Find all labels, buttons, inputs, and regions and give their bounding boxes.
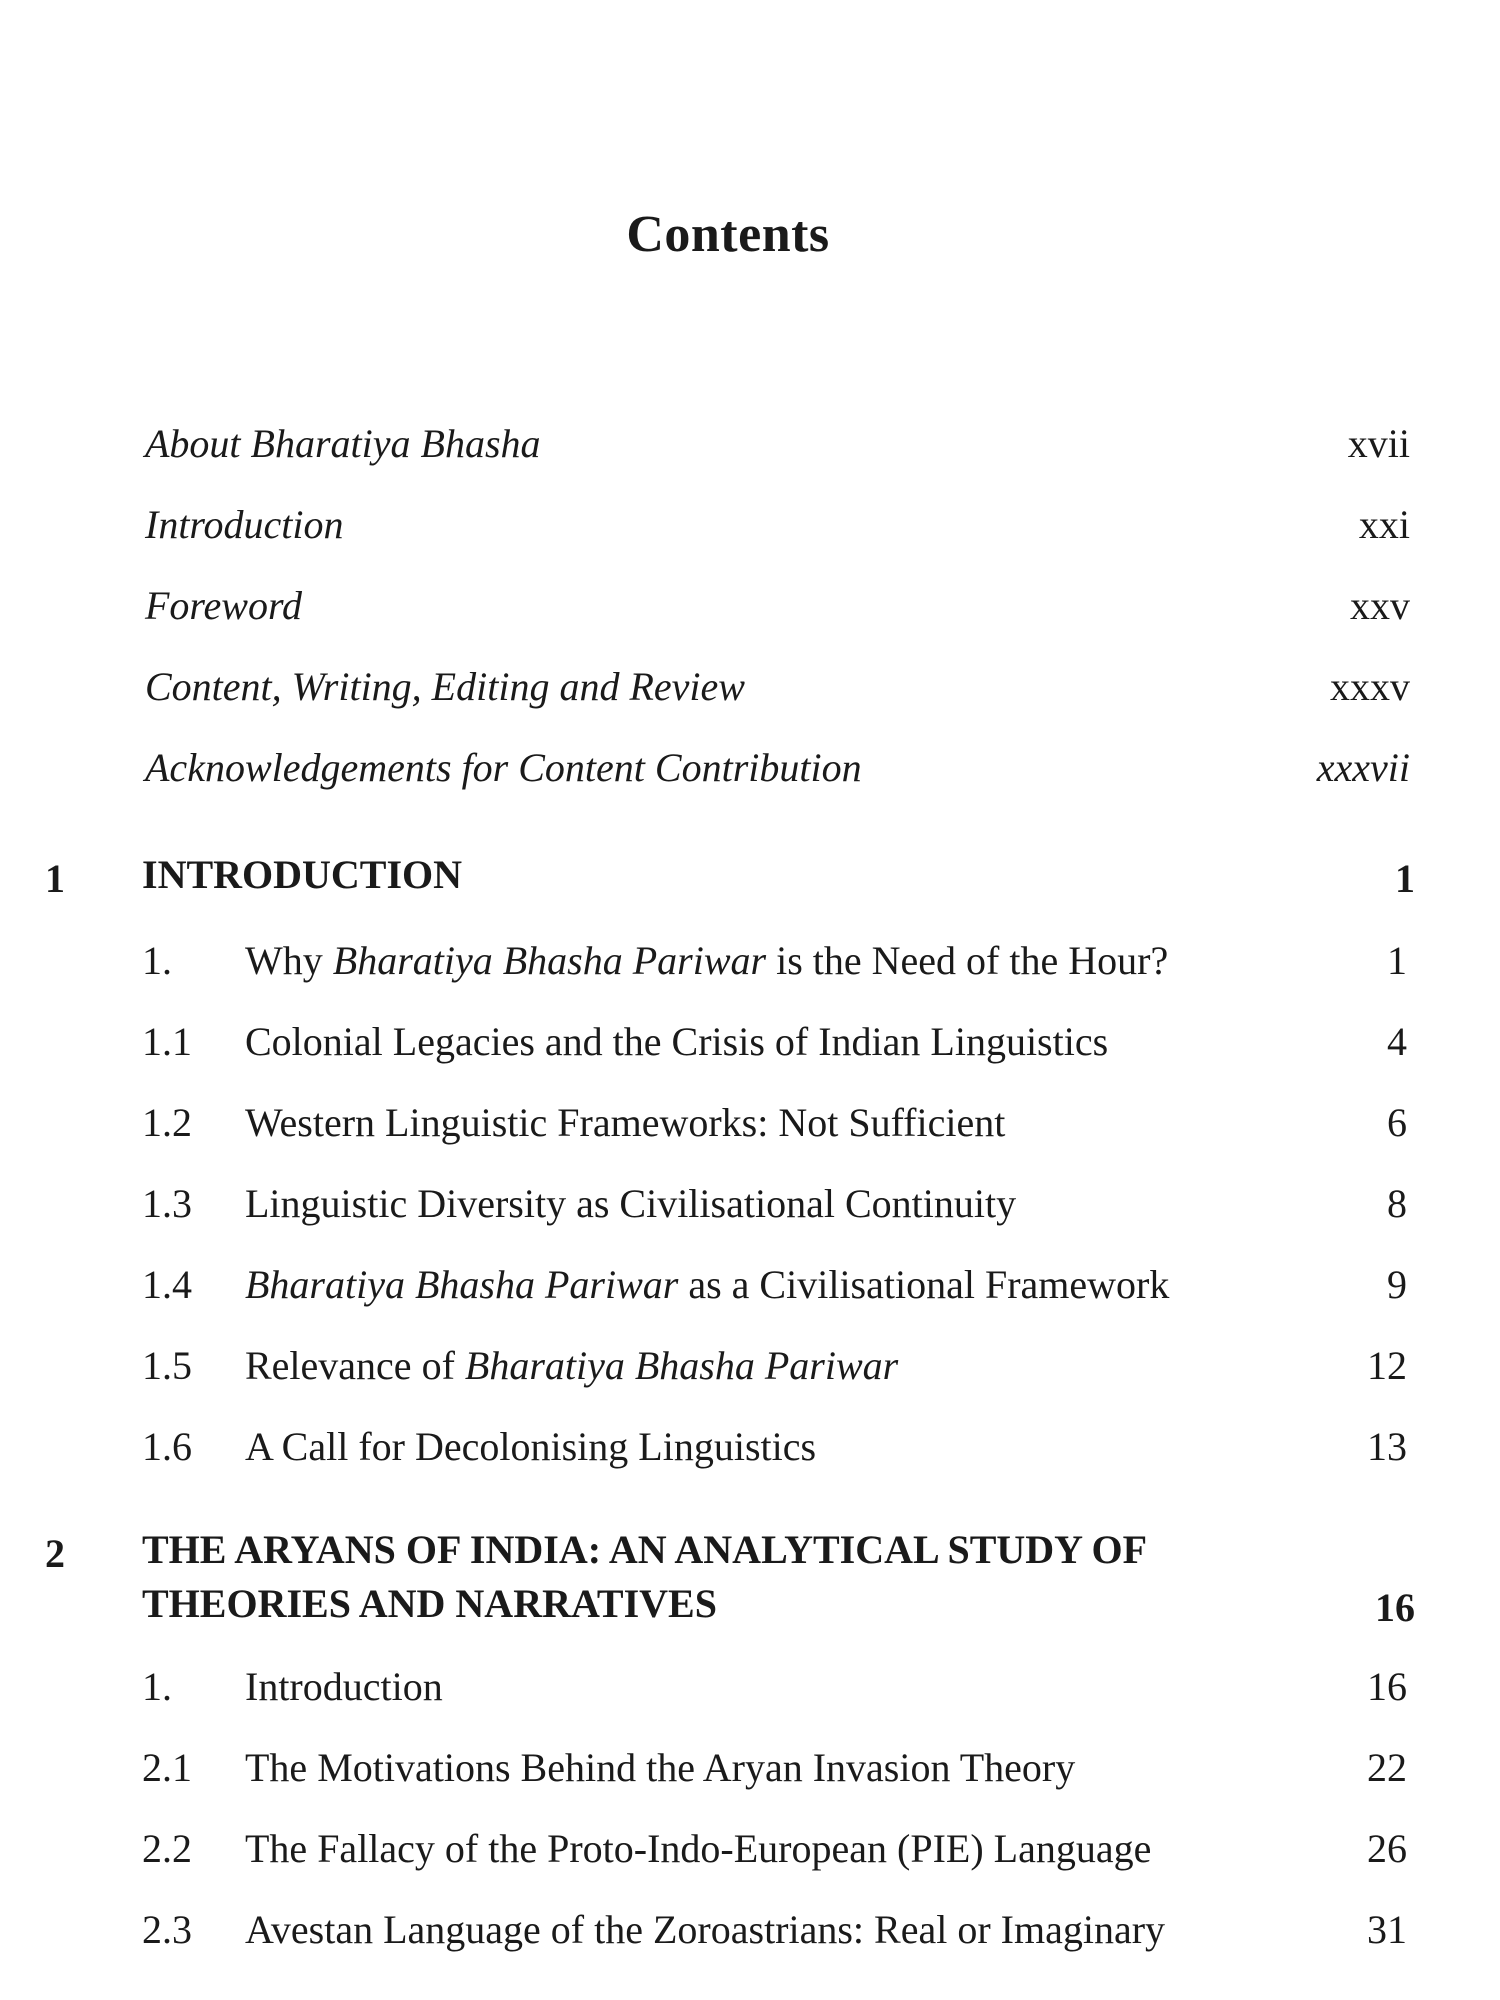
section-title <box>245 937 1168 984</box>
toc-front-entry[interactable] <box>145 744 1410 804</box>
section-title <box>245 1342 898 1389</box>
section-title <box>245 1261 1169 1308</box>
toc-section[interactable] <box>142 1663 1407 1723</box>
section-title-text: as a Civilisational Framework <box>678 1262 1170 1307</box>
section-page: 6 <box>1387 1100 1407 1145</box>
entry-title: Acknowledgements for Content Contribution <box>145 745 862 790</box>
toc-section[interactable] <box>142 1018 1407 1078</box>
entry-page: xxi <box>1358 502 1410 547</box>
section-page: 22 <box>1367 1745 1407 1790</box>
section-number: 1.2 <box>142 1100 192 1145</box>
section-title <box>245 1906 1165 1953</box>
section-number: 1.3 <box>142 1181 192 1226</box>
toc-section[interactable] <box>142 1906 1407 1966</box>
section-title <box>245 1180 1016 1227</box>
section-page: 12 <box>1367 1343 1407 1388</box>
chapter-title-line: THE ARYANS OF INDIA: AN ANALYTICAL STUDY OF <box>142 1527 1148 1572</box>
toc-section[interactable] <box>142 1744 1407 1804</box>
entry-title: Introduction <box>145 502 344 547</box>
section-title-text: Colonial Legacies and the Crisis of Indian Linguistics <box>245 1019 1109 1064</box>
section-title-text: Why <box>245 938 333 983</box>
section-title-text: Western Linguistic Frameworks: Not Sufficient <box>245 1100 1006 1145</box>
toc-section[interactable] <box>142 1825 1407 1885</box>
section-title <box>245 1744 1075 1791</box>
toc-chapter[interactable] <box>45 1527 1415 1650</box>
section-number: 1.6 <box>142 1424 192 1469</box>
section-number: 2.3 <box>142 1907 192 1952</box>
section-title <box>245 1423 816 1470</box>
section-title <box>245 1099 1005 1146</box>
section-number: 1. <box>142 1664 172 1709</box>
entry-title: About Bharatiya Bhasha <box>145 421 541 466</box>
chapter-title <box>142 1523 1147 1631</box>
entry-page: xxxvii <box>1316 745 1410 790</box>
section-number: 1.5 <box>142 1343 192 1388</box>
section-title-text: is the Need of the Hour? <box>766 938 1169 983</box>
section-number: 1. <box>142 938 172 983</box>
section-title <box>245 1825 1151 1872</box>
toc-front-entry[interactable] <box>145 663 1410 723</box>
chapter-number: 1 <box>45 856 65 901</box>
toc-front-entry[interactable] <box>145 582 1410 642</box>
section-title <box>245 1663 443 1710</box>
toc-chapter[interactable] <box>45 852 1415 915</box>
section-page: 31 <box>1367 1907 1407 1952</box>
chapter-title-line: THEORIES AND NARRATIVES <box>142 1581 717 1626</box>
chapter-title <box>142 848 462 902</box>
section-page: 13 <box>1367 1424 1407 1469</box>
toc-section[interactable] <box>142 937 1407 997</box>
section-title-text: Relevance of <box>245 1343 465 1388</box>
section-title-text: Introduction <box>245 1664 443 1709</box>
chapter-title-line: INTRODUCTION <box>142 852 463 897</box>
section-page: 8 <box>1387 1181 1407 1226</box>
section-page: 16 <box>1367 1664 1407 1709</box>
section-number: 1.4 <box>142 1262 192 1307</box>
toc-section[interactable] <box>142 1261 1407 1321</box>
toc-section[interactable] <box>142 1099 1407 1159</box>
entry-title: Content, Writing, Editing and Review <box>145 664 745 709</box>
section-title-text: Linguistic Diversity as Civilisational Continuity <box>245 1181 1017 1226</box>
section-number: 1.1 <box>142 1019 192 1064</box>
toc-front-entry[interactable] <box>145 420 1410 480</box>
chapter-page: 1 <box>1395 856 1415 901</box>
chapter-number: 2 <box>45 1531 65 1576</box>
page-title: Contents <box>626 206 830 263</box>
section-number: 2.2 <box>142 1826 192 1871</box>
section-page: 9 <box>1387 1262 1407 1307</box>
toc-front-entry[interactable] <box>145 501 1410 561</box>
section-title-italic: Bharatiya Bhasha Pariwar <box>464 1343 899 1388</box>
section-page: 26 <box>1367 1826 1407 1871</box>
section-title-text: The Motivations Behind the Aryan Invasion Theory <box>245 1745 1076 1790</box>
entry-page: xxxv <box>1330 664 1410 709</box>
section-page: 1 <box>1387 938 1407 983</box>
toc-section[interactable] <box>142 1180 1407 1240</box>
entry-page: xxv <box>1350 583 1410 628</box>
section-title-text: The Fallacy of the Proto-Indo-European (PIE) Language <box>245 1826 1152 1871</box>
section-number: 2.1 <box>142 1745 192 1790</box>
section-title-italic: Bharatiya Bhasha Pariwar <box>332 938 767 983</box>
section-title-text: A Call for Decolonising Linguistics <box>245 1424 817 1469</box>
entry-page: xvii <box>1347 421 1410 466</box>
section-page: 4 <box>1387 1019 1407 1064</box>
section-title-text: Avestan Language of the Zoroastrians: Real or Imaginary <box>245 1907 1166 1952</box>
section-title <box>245 1018 1108 1065</box>
entry-title: Foreword <box>145 583 303 628</box>
toc-section[interactable] <box>142 1342 1407 1402</box>
section-title-italic: Bharatiya Bhasha Pariwar <box>245 1262 679 1307</box>
toc-section[interactable] <box>142 1423 1407 1483</box>
chapter-page: 16 <box>1375 1585 1415 1630</box>
